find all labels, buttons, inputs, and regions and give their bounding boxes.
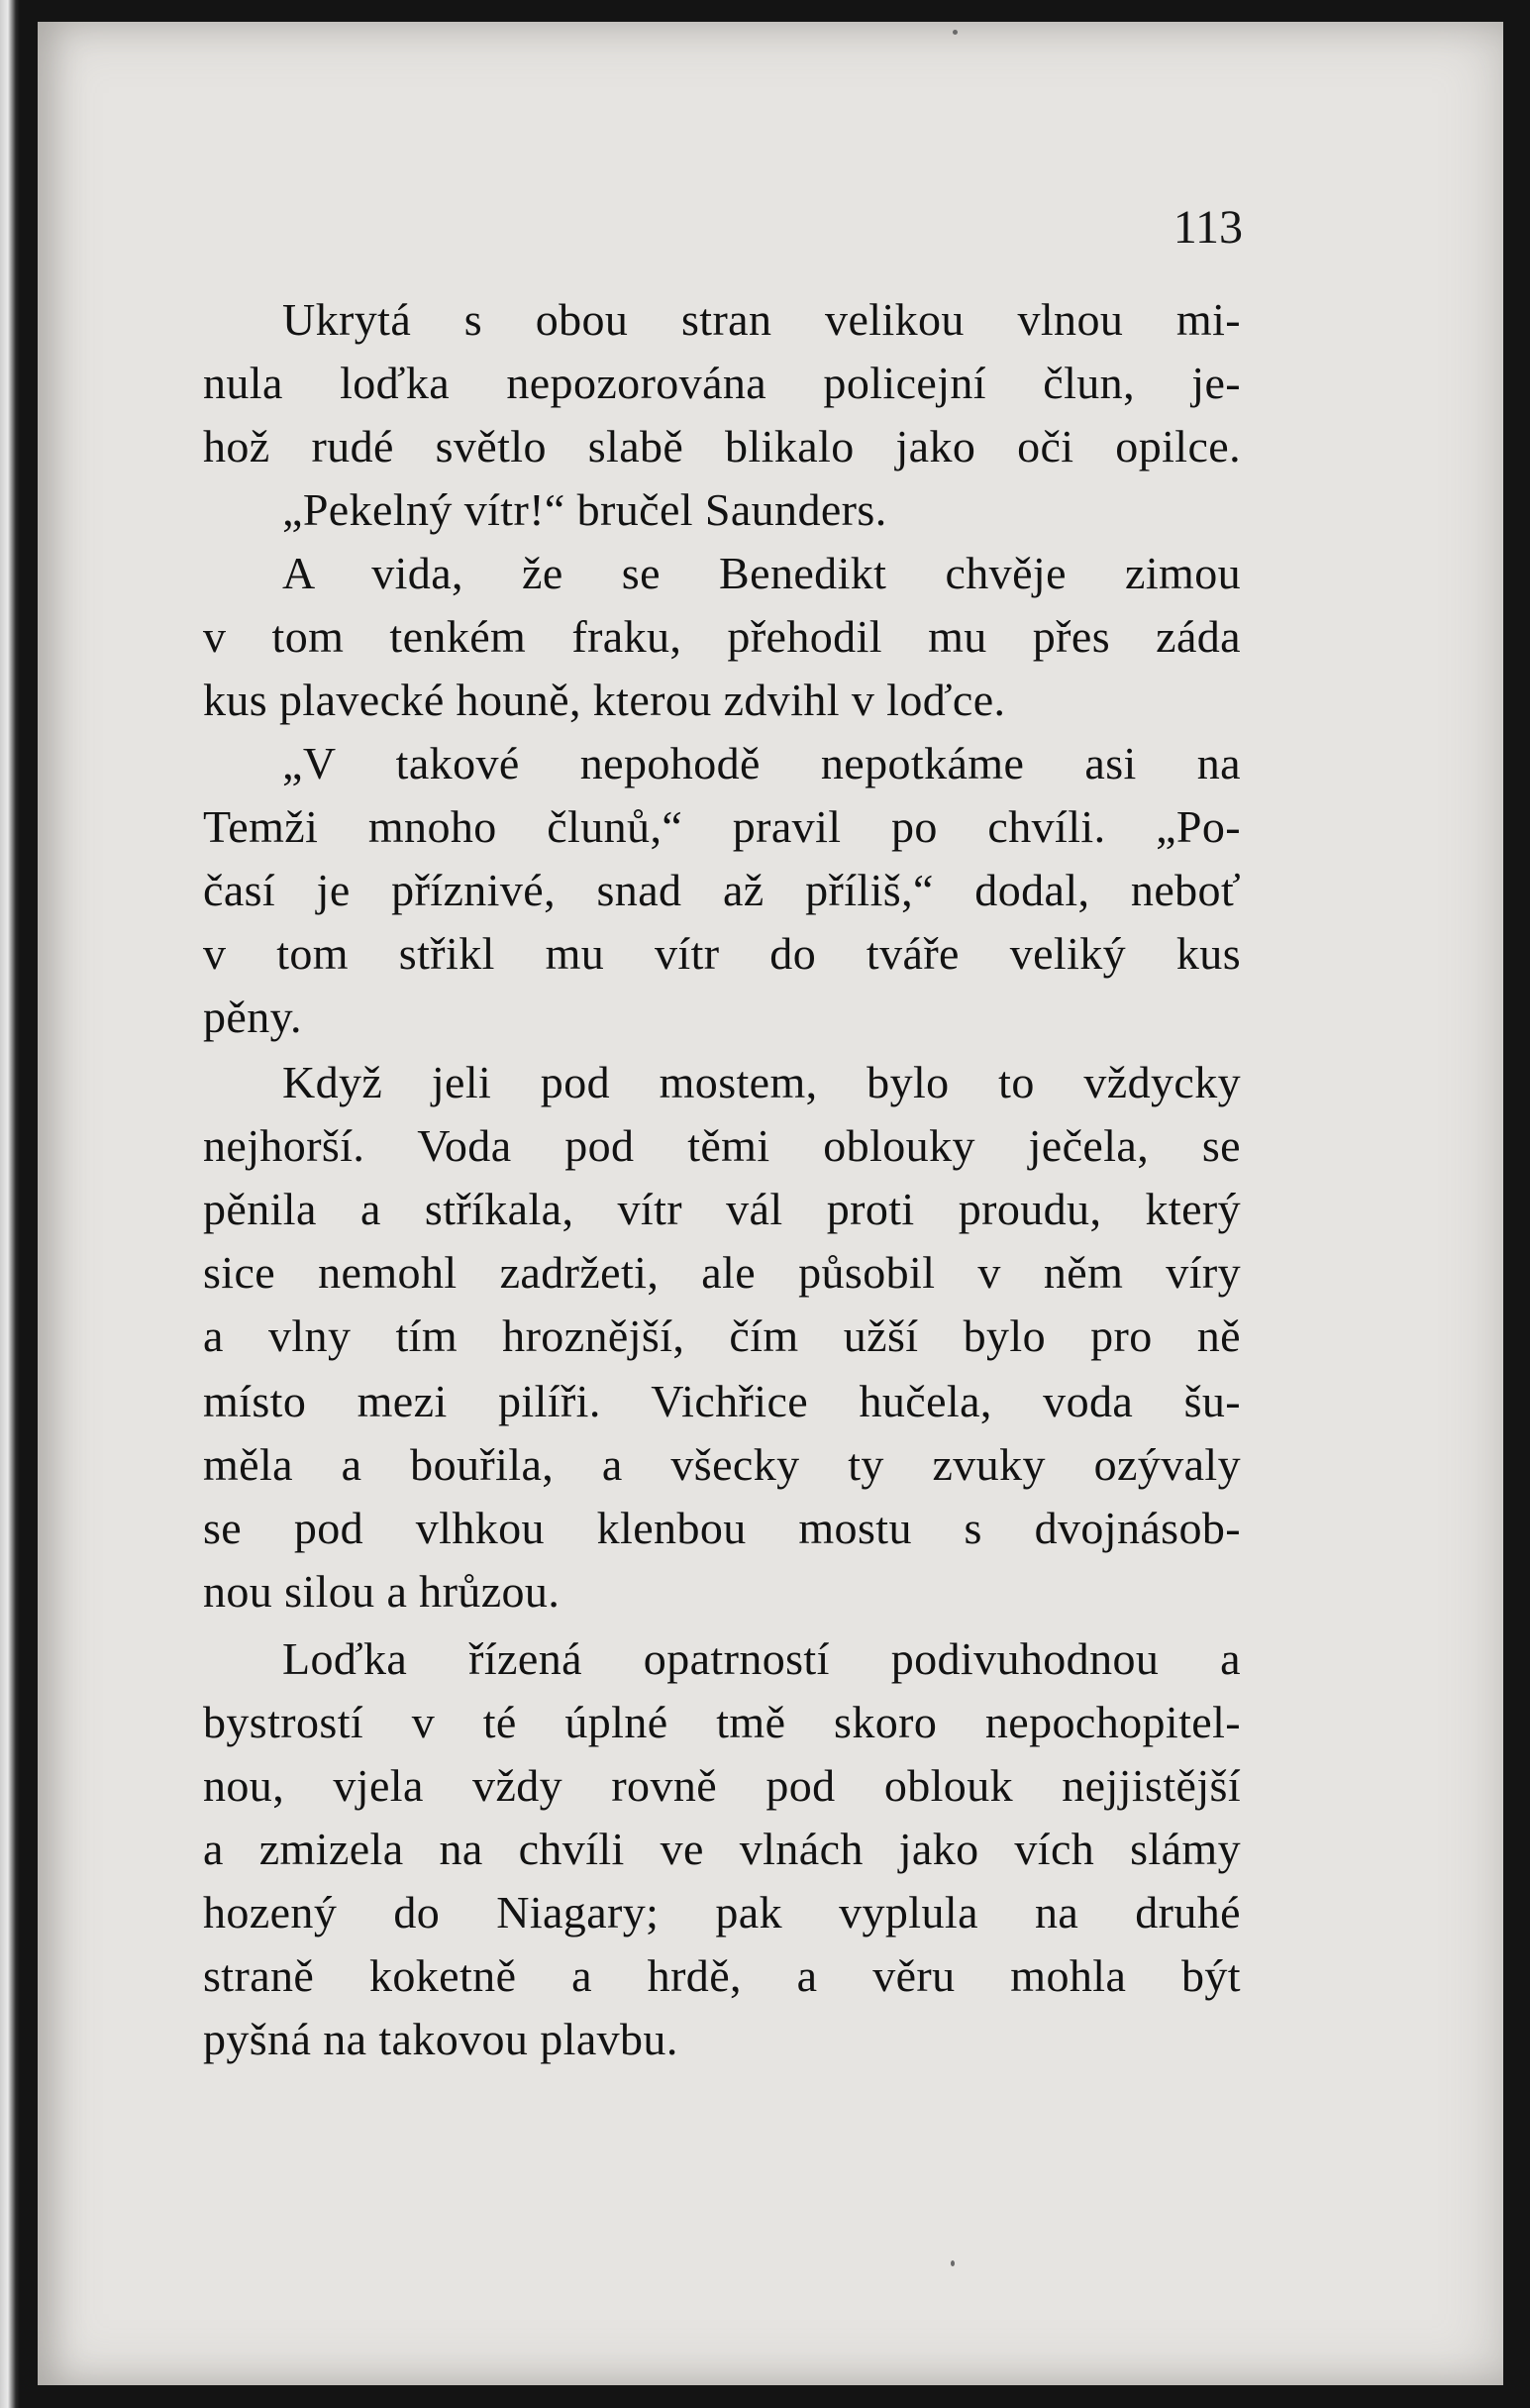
text-line: A vida, že se Benedikt chvěje zimou [282, 548, 1241, 598]
text-line: sice nemohl zadržeti, ale působil v něm víry [203, 1247, 1241, 1298]
text-line: straně koketně a hrdě, a věru mohla být [203, 1950, 1241, 2001]
text-line: pěnila a stříkala, vítr vál proti proudu, který [203, 1184, 1241, 1234]
text-line: nula loďka nepozorována policejní člun, je- [203, 358, 1241, 408]
text-line: hož rudé světlo slabě blikalo jako oči opilce. [203, 421, 1241, 471]
text-line: pyšná na takovou plavbu. [203, 2014, 678, 2064]
text-line: „V takové nepohodě nepotkáme asi na [282, 738, 1241, 788]
text-line: Ukrytá s obou stran velikou vlnou mi- [282, 294, 1241, 345]
paper-speck [953, 30, 958, 35]
text-line: pěny. [203, 992, 302, 1042]
text-line: a vlny tím hroznější, čím užší bylo pro ně [203, 1310, 1241, 1361]
page-number: 113 [1173, 201, 1243, 254]
text-line: v tom střikl mu vítr do tváře veliký kus [203, 928, 1241, 979]
text-line: místo mezi pilíři. Vichřice hučela, voda šu- [203, 1376, 1241, 1426]
text-line: nou silou a hrůzou. [203, 1566, 561, 1617]
text-line: „Pekelný vítr!“ bručel Saunders. [282, 484, 887, 535]
text-line: měla a bouřila, a všecky ty zvuky ozývaly [203, 1439, 1241, 1490]
text-line: hozený do Niagary; pak vyplula na druhé [203, 1887, 1241, 1937]
paper-speck [951, 2260, 955, 2266]
text-line: nejhorší. Voda pod těmi oblouky ječela, se [203, 1120, 1241, 1171]
text-line: a zmizela na chvíli ve vlnách jako vích slámy [203, 1824, 1241, 1874]
text-line: kus plavecké houně, kterou zdvihl v loďce. [203, 675, 1006, 725]
page-spine-edge [0, 0, 20, 2408]
text-line: se pod vlhkou klenbou mostu s dvojnásob- [203, 1503, 1241, 1553]
text-line: v tom tenkém fraku, přehodil mu přes záda [203, 611, 1241, 662]
text-line: nou, vjela vždy rovně pod oblouk nejjistější [203, 1760, 1241, 1811]
text-line: Loďka řízená opatrností podivuhodnou a [282, 1633, 1241, 1684]
text-line: bystrostí v té úplné tmě skoro nepochopitel- [203, 1697, 1241, 1747]
text-line: Temži mnoho člunů,“ pravil po chvíli. „Po- [203, 801, 1241, 852]
text-line: časí je příznivé, snad až příliš,“ dodal, neboť [203, 865, 1241, 915]
text-line: Když jeli pod mostem, bylo to vždycky [282, 1057, 1241, 1107]
